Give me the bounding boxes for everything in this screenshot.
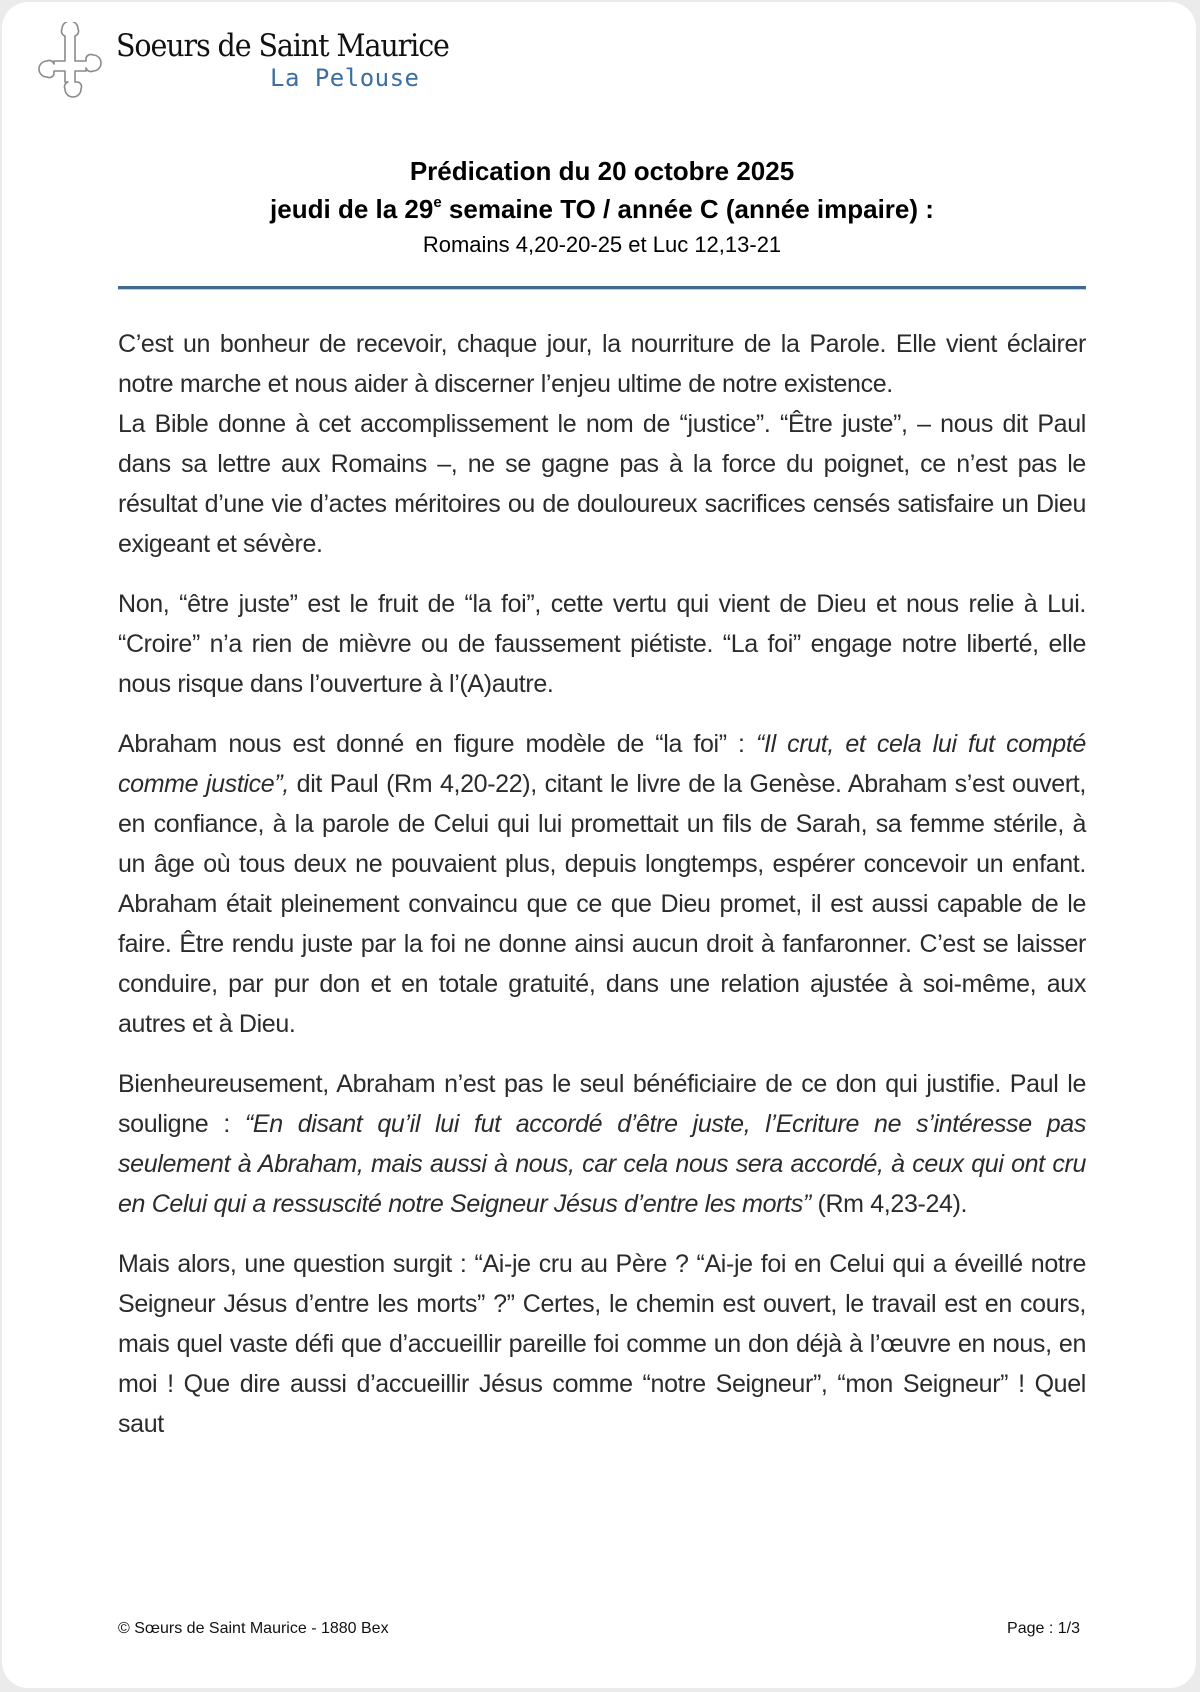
brand-name: Soeurs de Saint Maurice <box>116 28 449 64</box>
title-divider <box>118 286 1086 289</box>
paragraph-text: Bienheureusement, Abraham n’est pas le seul bénéficiaire de ce don qui justifie. Paul le souligne : <box>118 1070 1086 1138</box>
liturgical-day-part1: jeudi de la 29 <box>270 194 434 224</box>
page-indicator: Page : 1/3 <box>1007 1620 1080 1637</box>
paragraph-text: Mais alors, une question surgit : “Ai-je cru au Père ? “Ai-je foi en Celui qui a éveillé notre Seigneur Jésus d’entre les morts” ?” Certes, le chemin est ouvert, le travail est en cours, mais quel vaste défi que d’accueillir pareille foi comme un don déjà à l’œuvre en nous, en moi ! Que dire aussi d’accueillir Jésus comme “notre Seigneur”, “mon Seigneur” ! Quel saut <box>118 1250 1086 1438</box>
paragraph-text: Non, “être juste” est le fruit de “la foi”, cette vertu qui vient de Dieu et nous relie à Lui. “Croire” n’a rien de mièvre ou de faussement piétiste. “La foi” engage notre liberté, elle nous risque dans l’ouverture à l’(A)autre. <box>118 590 1086 698</box>
paragraph <box>118 404 1086 564</box>
sermon-title: Prédication du 20 octobre 2025 <box>409 156 795 186</box>
paragraph <box>118 584 1086 704</box>
paragraph-text: C’est un bonheur de recevoir, chaque jour, la nourriture de la Parole. Elle vient éclairer notre marche et nous aider à discerner l’enjeu ultime de notre existence. <box>118 330 1086 398</box>
brand-subtitle: La Pelouse <box>270 64 420 92</box>
sermon-body <box>118 324 1086 1444</box>
paragraph <box>118 324 1086 404</box>
paragraph <box>118 724 1086 1044</box>
scripture-quote: “En disant qu’il lui fut accordé d’être juste, l’Ecriture ne s’intéresse pas seulement à Abraham, mais aussi à nous, car cela nous sera accordé, à ceux qui ont cru en Celui qui a ressuscité notre Seigneur Jésus d’entre les morts” <box>118 1110 1086 1218</box>
scripture-references: Romains 4,20-20-25 et Luc 12,13-21 <box>422 232 782 257</box>
cross-icon <box>32 22 108 98</box>
paragraph-text: dit Paul (Rm 4,20-22), citant le livre de la Genèse. Abraham s’est ouvert, en confiance, à la parole de Celui qui lui promettait un fils de Sarah, sa femme stérile, à un âge où tous deux ne pouvaient plus, depuis longtemps, espérer concevoir un enfant. Abraham était pleinement convaincu que ce que Dieu promet, il est aussi capable de le faire. Être rendu juste par la foi ne donne ainsi aucun droit à fanfaronner. C’est se laisser conduire, par pur don et en totale gratuité, dans une relation ajustée à soi-même, aux autres et à Dieu. <box>118 770 1086 1038</box>
logo <box>32 22 452 102</box>
liturgical-day-part2: semaine TO / année C (année impaire) : <box>441 194 934 224</box>
scripture-quote: “Il crut, et cela lui fut compté comme justice”, <box>118 730 1086 798</box>
ordinal-suffix: e <box>433 194 442 211</box>
paragraph-text: Abraham nous est donné en figure modèle de “la foi” : <box>118 730 756 758</box>
paragraph <box>118 1064 1086 1224</box>
paragraph-text: (Rm 4,23-24). <box>810 1190 968 1218</box>
paragraph <box>118 1244 1086 1444</box>
paragraph-text: La Bible donne à cet accomplissement le nom de “justice”. “Être juste”, – nous dit Paul dans sa lettre aux Romains –, ne se gagne pas à la force du poignet, ce n’est pas le résultat d’une vie d’actes méritoires ou de douloureux sacrifices censés satisfaire un Dieu exigeant et sévère. <box>118 410 1086 558</box>
liturgical-day <box>118 194 1086 225</box>
document-page <box>2 2 1196 1688</box>
footer-copyright: © Sœurs de Saint Maurice - 1880 Bex <box>118 1620 389 1637</box>
